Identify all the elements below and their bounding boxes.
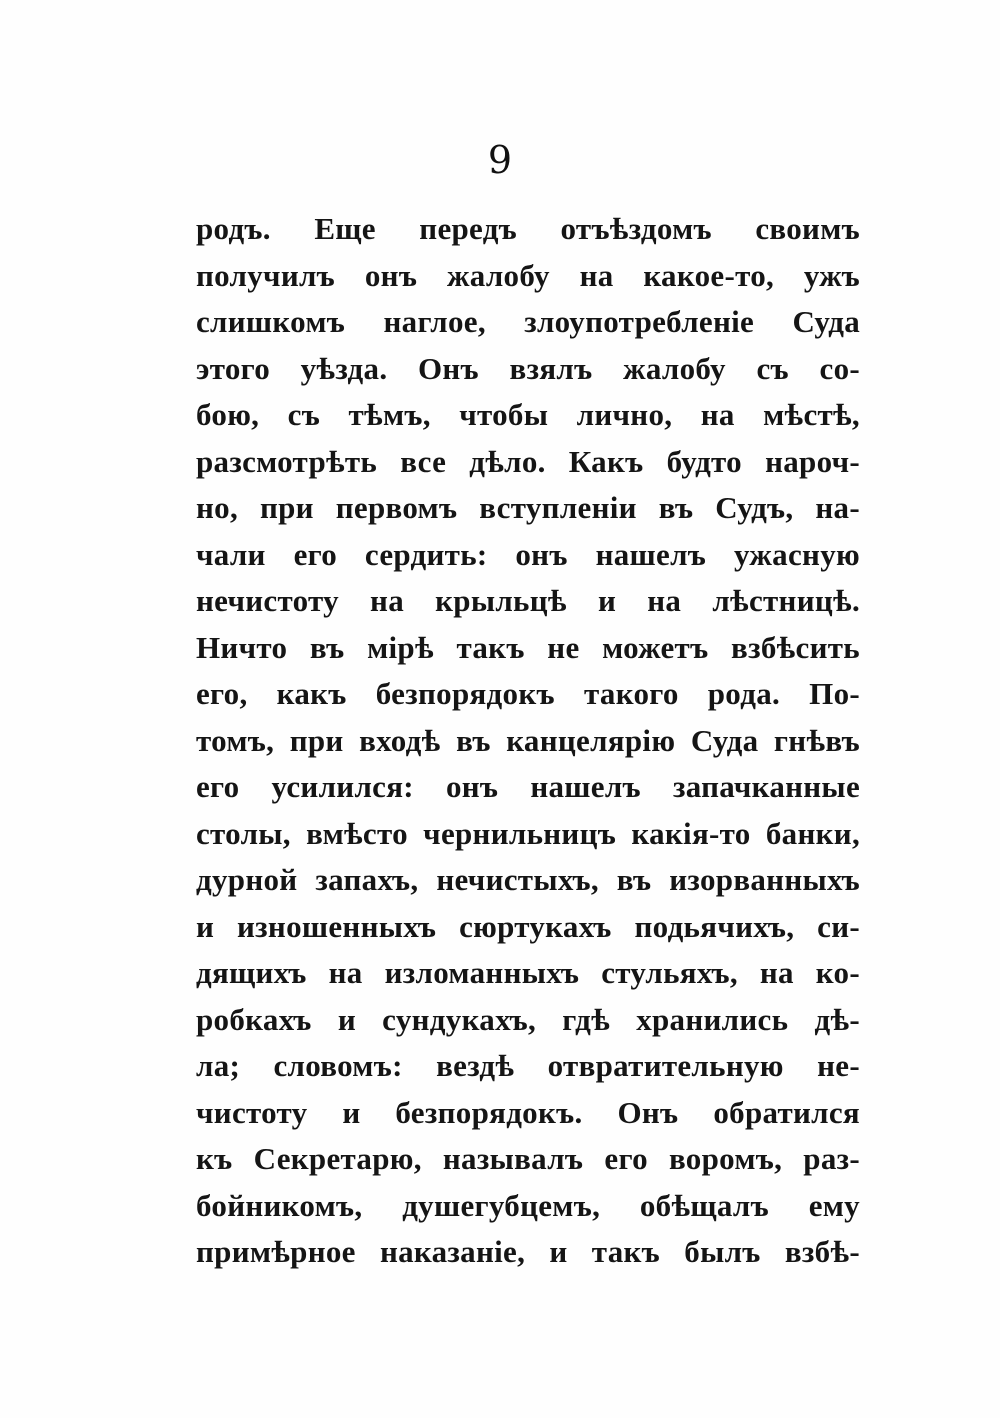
text-line: Ничто въ мірѣ такъ не можетъ взбѣсить: [196, 629, 860, 665]
text-line: его усилился: онъ нашелъ запачканные: [196, 769, 860, 804]
text-line: получилъ онъ жалобу на какое-то, ужъ: [196, 257, 860, 293]
text-line: дурной запахъ, нечистыхъ, въ изорванныхъ: [196, 862, 860, 897]
text-line: разсмотрѣть все дѣло. Какъ будто нароч-: [196, 443, 860, 479]
text-line: робкахъ и сундукахъ, гдѣ хранились дѣ-: [196, 1001, 860, 1037]
text-line: этого уѣзда. Онъ взялъ жалобу съ со-: [196, 350, 860, 386]
text-line: ла; словомъ: вездѣ отвратительную не-: [196, 1048, 860, 1083]
text-line: и изношенныхъ сюртукахъ подьячихъ, си-: [196, 908, 860, 944]
text-line: чистоту и безпорядокъ. Онъ обратился: [196, 1094, 860, 1130]
text-line: его, какъ безпорядокъ такого рода. По-: [196, 676, 860, 711]
text-line: томъ, при входѣ въ канцелярію Суда гнѣвъ: [196, 722, 860, 758]
text-line: родъ. Еще передъ отъѣздомъ своимъ: [196, 211, 860, 246]
body-text: [196, 206, 860, 1276]
text-line: слишкомъ наглое, злоупотребленіе Суда: [196, 304, 860, 339]
text-line: бою, съ тѣмъ, чтобы лично, на мѣстѣ,: [196, 397, 860, 432]
text-line: нечистоту на крыльцѣ и на лѣстницѣ.: [196, 583, 860, 618]
text-line: но, при первомъ вступленіи въ Судъ, на-: [196, 490, 860, 525]
text-line: чали его сердить: онъ нашелъ ужасную: [196, 536, 860, 572]
text-line: дящихъ на изломанныхъ стульяхъ, на ко-: [196, 955, 860, 990]
text-line: бойникомъ, душегубцемъ, обѣщалъ ему: [196, 1187, 860, 1223]
text-line: къ Секретарю, называлъ его воромъ, раз-: [196, 1141, 860, 1176]
text-line: примѣрное наказаніе, и такъ былъ взбѣ-: [196, 1234, 860, 1269]
page-number: 9: [487, 138, 513, 182]
text-line: столы, вмѣсто чернильницъ какія-то банки,: [196, 815, 860, 851]
